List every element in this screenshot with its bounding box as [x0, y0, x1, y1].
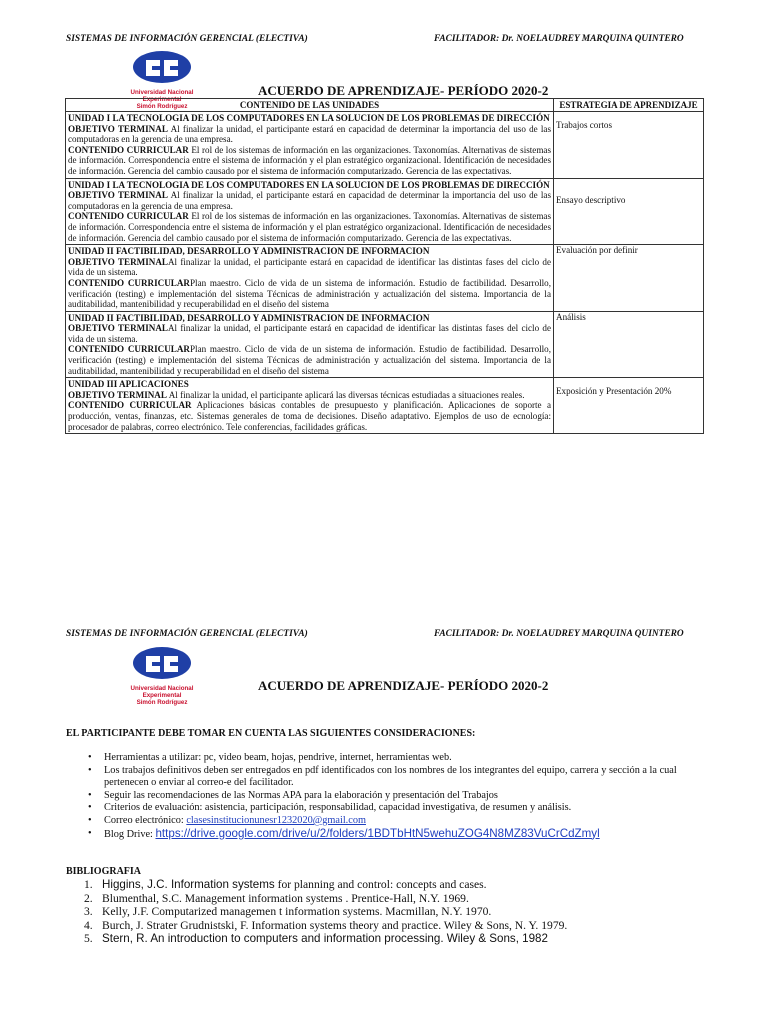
bibliography-heading: BIBLIOGRAFIA — [66, 866, 142, 877]
unesr-logo-icon — [116, 50, 208, 90]
page-title: ACUERDO DE APRENDIZAJE- PERÍODO 2020-2 — [258, 83, 549, 98]
strategy-text: Trabajos cortos — [556, 120, 612, 130]
unit-content-cell — [66, 245, 554, 312]
unit-content-cell — [66, 311, 554, 378]
curriculum-label: CONTENIDO CURRICULAR — [68, 144, 189, 155]
list-item: • Criterios de evaluación: asistencia, participación, responsabilidad, capacidad investigativa, de resumen y análisis. — [88, 802, 572, 814]
drive-label: Blog Drive: — [104, 828, 156, 840]
unit-content-cell — [66, 378, 554, 434]
col-header-contenido: CONTENIDO DE LAS UNIDADES — [66, 99, 554, 112]
curriculum-text: El rol de los sistemas de información en las organizaciones. Taxonomías. Alternativas de sistemas de información. Correspondencia entre el sistema de información y el plan estratégico organizacional. Identificación de necesidades de información. Gerencia del cambio causado por el sistema de información computarizado. Gerencia de las expectativas. — [68, 211, 551, 243]
logo-line2: Simón Rodríguez — [136, 103, 188, 110]
curriculum-label: CONTENIDO CURRICULAR — [68, 211, 189, 222]
header-facilitator-p2: FACILITADOR: Dr. NOELAUDREY MARQUINA QUINTERO — [434, 629, 684, 639]
objective-label: OBJETIVO TERMINAL — [68, 123, 168, 134]
table-header-row — [66, 99, 704, 112]
considerations-heading: EL PARTICIPANTE DEBE TOMAR EN CUENTA LAS SIGUIENTES CONSIDERACIONES: — [66, 728, 476, 739]
objective-text: Al finalizar la unidad, el participante estará en capacidad de identificar las distintas fases del ciclo de vida de un sistema. — [68, 256, 552, 278]
unit-content-cell — [66, 112, 554, 179]
list-item: • Seguir las recomendaciones de las Normas APA para la elaboración y presentación del Trabajos — [88, 789, 498, 801]
curriculum-label: CONTENIDO CURRICULAR — [68, 277, 190, 288]
curriculum-label: CONTENIDO CURRICULAR — [68, 344, 190, 355]
objective-text: Al finalizar la unidad, el participante aplicará las diversas técnicas estudiadas a situaciones reales. — [166, 389, 525, 400]
strategy-cell — [554, 245, 704, 312]
table-row — [66, 112, 704, 179]
objective-label: OBJETIVO TERMINAL — [68, 256, 168, 267]
curriculum-text: El rol de los sistemas de información en las organizaciones. Taxonomías. Alternativas de sistemas de información. Correspondencia entre el sistema de información y el plan estratégico organizacional. Identificación de necesidades de información. Gerencia del cambio causado por el sistema de información computarizado. Gerencia de las expectativas. — [68, 144, 551, 176]
header-facilitator: FACILITADOR: Dr. NOELAUDREY MARQUINA QUINTERO — [434, 34, 684, 44]
strategy-cell — [554, 178, 704, 245]
units-table — [65, 98, 704, 434]
list-item: 5. Stern, R. An introduction to computers and information processing. Wiley & Sons, 1982 — [84, 932, 548, 946]
list-item: • Herramientas a utilizar: pc, video beam, hojas, pendrive, internet, herramientas web. — [88, 752, 452, 763]
list-item: 2. Blumenthal, S.C. Management information systems . Prentice-Hall, N.Y. 1969. — [84, 891, 469, 905]
table-row — [66, 378, 704, 434]
logo-line1: Universidad Nacional Experimental — [130, 89, 194, 103]
table-row — [66, 178, 704, 245]
unesr-logo-icon — [116, 646, 208, 686]
unit-title: UNIDAD II FACTIBILIDAD, DESARROLLO Y ADMINISTRACION DE INFORMACION — [68, 246, 430, 257]
strategy-text: Análisis — [556, 311, 586, 322]
header-course-p2: SISTEMAS DE INFORMACIÓN GERENCIAL (ELECTIVA) — [66, 629, 308, 639]
header-course: SISTEMAS DE INFORMACIÓN GERENCIAL (ELECTIVA) — [66, 34, 308, 44]
logo-line2-p2: Simón Rodríguez — [136, 699, 188, 706]
unit-title: UNIDAD III APLICACIONES — [68, 379, 189, 390]
strategy-text: Evaluación por definir — [556, 245, 638, 256]
objective-text: Al finalizar la unidad, el participante estará en capacidad de identificar las distintas fases del ciclo de vida de un sistema. — [68, 323, 552, 344]
curriculum-label: CONTENIDO CURRICULAR — [68, 400, 192, 411]
objective-label: OBJETIVO TERMINAL — [68, 323, 168, 334]
unit-title: UNIDAD I LA TECNOLOGIA DE LOS COMPUTADORES EN LA SOLUCION DE LOS PROBLEMAS DE DIRECCIÓN — [68, 179, 550, 190]
unit-title: UNIDAD II FACTIBILIDAD, DESARROLLO Y ADMINISTRACION DE INFORMACION — [68, 312, 430, 323]
objective-text: Al finalizar la unidad, el participante estará en capacidad de determinar la importancia del uso de las computadoras en la gerencia de una empresa. — [68, 190, 551, 211]
curriculum-text: Plan maestro. Ciclo de vida de un sistema de información. Estudio de factibilidad. Desarrollo, verificación (testing) e implementación del sistema Técnicas de administración y actualización del sistema. Importancia de la auditabilidad, mantenibilidad y recuperabilidad en el diseño del sistema — [68, 277, 551, 310]
unit-content-cell — [66, 178, 554, 245]
table-row — [66, 245, 704, 312]
university-logo-p2 — [116, 646, 212, 706]
strategy-cell — [554, 378, 704, 434]
page-title-p2: ACUERDO DE APRENDIZAJE- PERÍODO 2020-2 — [258, 678, 549, 693]
table-row — [66, 311, 704, 378]
strategy-cell — [554, 311, 704, 378]
curriculum-text: Aplicaciones básicas contables de presupuesto y planificación. Aplicaciones de soporte a producción, ventas, finanzas, etc. Sistemas generales de toma de decisiones. Diseño adaptativo. Ejemplos de uso de ecnología: procesador de palabras, correo electrónico. Tele conferencias, facilidades gráficas. — [68, 400, 551, 432]
list-item: 4. Burch, J. Strater Grudnistski, F. Information systems theory and practice. Wiley & Sons, N. Y. 1979. — [84, 918, 568, 932]
considerations-list — [88, 752, 708, 841]
strategy-text: Exposición y Presentación 20% — [556, 386, 672, 397]
strategy-cell — [554, 112, 704, 179]
col-header-estrategia: ESTRATEGIA DE APRENDIZAJE — [554, 99, 704, 112]
unit-title: UNIDAD I LA TECNOLOGIA DE LOS COMPUTADORES EN LA SOLUCION DE LOS PROBLEMAS DE DIRECCIÓN — [68, 113, 550, 123]
list-item: • Los trabajos definitivos deben ser entregados en pdf identificados con los nombres de los integrantes del equipo, carrera y sección a la cual pertenecen o enviar al correo-e del facilitador. — [88, 764, 677, 789]
objective-label: OBJETIVO TERMINAL — [68, 389, 167, 400]
email-link[interactable]: clasesinstitucionunesr1232020@gmail.com — [186, 814, 366, 826]
objective-label: OBJETIVO TERMINAL — [68, 190, 168, 201]
list-item-email: • Correo electrónico: clasesinstitucionunesr1232020@gmail.com — [88, 814, 366, 826]
bibliography-list — [84, 878, 567, 946]
email-label: Correo electrónico: — [104, 814, 187, 826]
curriculum-text: Plan maestro. Ciclo de vida de un sistema de información. Estudio de factibilidad. Desarrollo, verificación (testing) e implementación del sistema Técnicas de administración y actualización del sistema. Importancia de la auditabilidad, mantenibilidad y recuperabilidad en el diseño del sistema — [68, 344, 551, 376]
strategy-text: Ensayo descriptivo — [556, 194, 626, 205]
objective-text: Al finalizar la unidad, el participante estará en capacidad de determinar la importancia del uso de las computadoras en la gerencia de una empresa. — [68, 123, 551, 145]
drive-link[interactable]: https://drive.google.com/drive/u/2/folders/1BDTbHtN5wehuZOG4N8MZ83VuCrCdZmyl — [155, 826, 600, 840]
list-item: 3. Kelly, J.F. Computarized managemen t information systems. Macmillan, N.Y. 1970. — [84, 905, 492, 919]
list-item-drive: • Blog Drive: https://drive.google.com/drive/u/2/folders/1BDTbHtN5wehuZOG4N8MZ83VuCrCdZmyl — [88, 826, 600, 840]
logo-line1-p2: Universidad Nacional Experimental — [130, 685, 194, 699]
list-item: 1. Higgins, J.C. Information systems for planning and control: concepts and cases. — [84, 878, 487, 891]
